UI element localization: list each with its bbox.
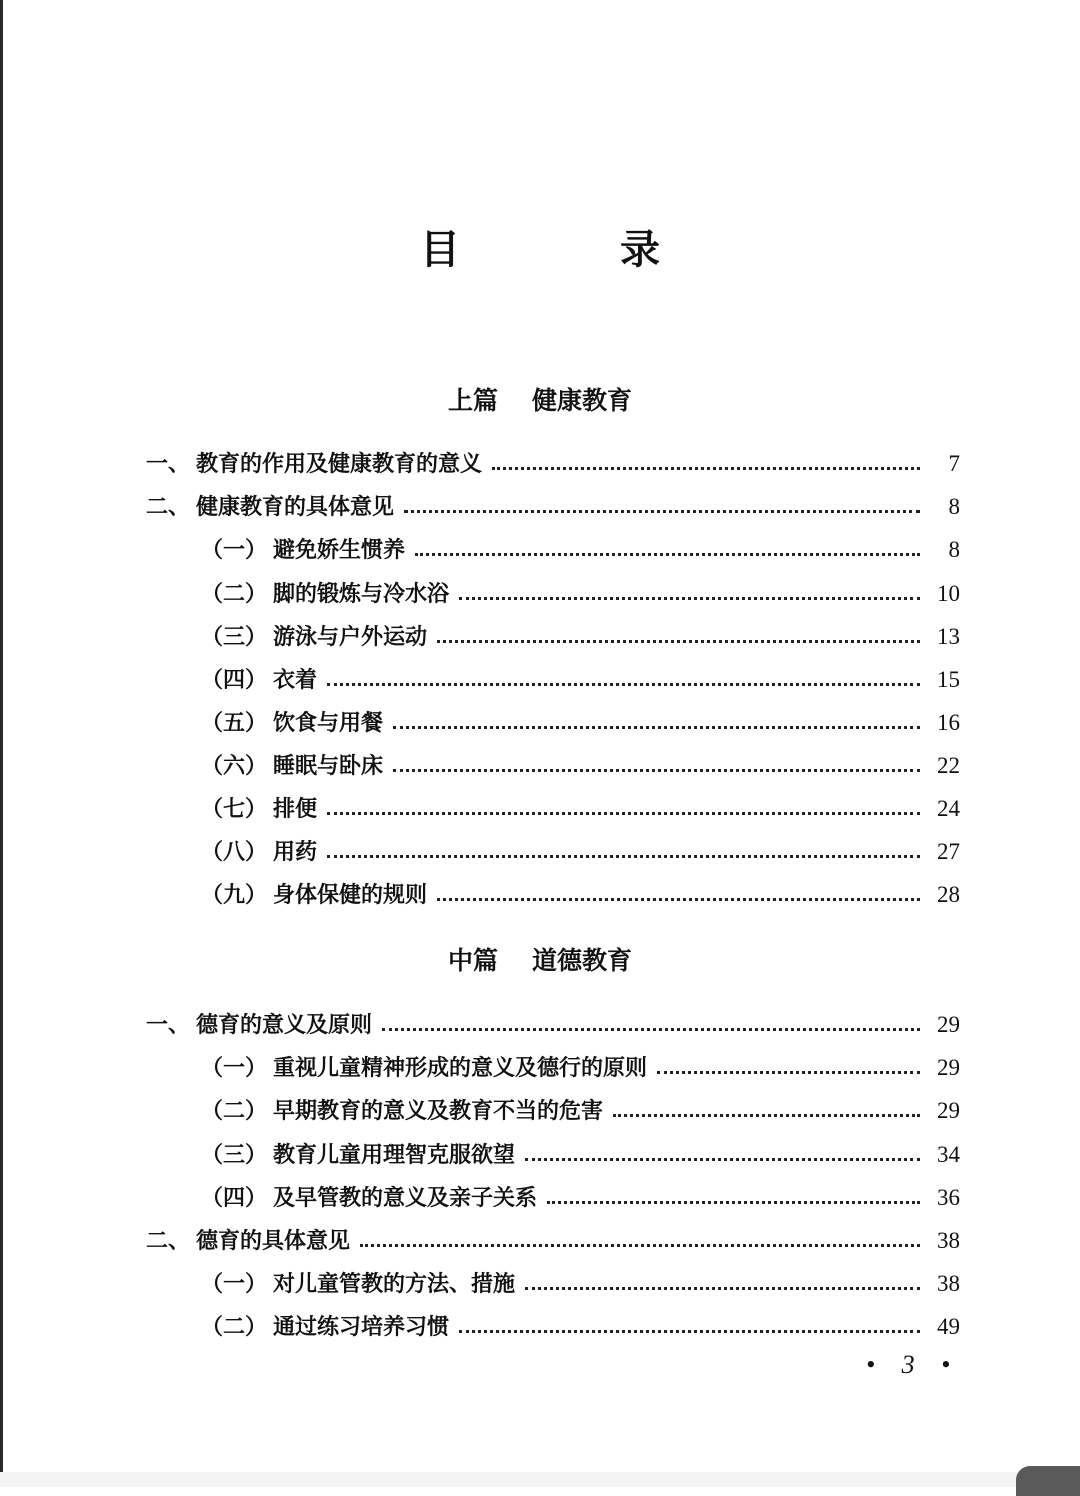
- dot-leader: [404, 509, 920, 513]
- dot-leader: [393, 768, 920, 772]
- entry-number: （三）: [201, 624, 268, 650]
- toc-entry[interactable]: [146, 1008, 960, 1040]
- dot-leader: [360, 1243, 920, 1247]
- entry-number: （四）: [201, 667, 268, 693]
- entry-title: 健康教育的具体意见: [196, 494, 395, 520]
- entry-title: 身体保健的规则: [273, 882, 428, 908]
- section-name: 健康教育: [532, 386, 633, 415]
- entry-page: 10: [937, 581, 960, 606]
- entry-number: （六）: [201, 753, 268, 779]
- entry-page: 22: [937, 753, 960, 778]
- entry-page: 13: [937, 624, 960, 649]
- entry-number: （八）: [201, 839, 268, 865]
- entry-page: 28: [937, 882, 960, 907]
- entry-title: 早期教育的意义及教育不当的危害: [273, 1098, 604, 1124]
- entry-title: 德育的具体意见: [196, 1228, 351, 1254]
- entry-title: 脚的锻炼与冷水浴: [273, 581, 450, 607]
- dot-leader: [657, 1070, 920, 1074]
- entry-number: （四）: [201, 1185, 268, 1211]
- section-name: 道德教育: [532, 946, 633, 975]
- entry-title: 及早管教的意义及亲子关系: [273, 1185, 538, 1211]
- entry-title: 德育的意义及原则: [196, 1012, 373, 1038]
- page-title: 目 录: [420, 227, 720, 273]
- entry-title: 对儿童管教的方法、措施: [273, 1271, 516, 1297]
- dot-leader: [327, 854, 920, 858]
- toc-entry[interactable]: [201, 1310, 960, 1342]
- dot-leader: [437, 897, 920, 901]
- toc-entry[interactable]: [201, 706, 960, 738]
- entry-number: 一、: [146, 451, 191, 477]
- entry-page: 29: [937, 1098, 960, 1123]
- entry-number: （一）: [201, 537, 268, 563]
- dot-leader: [525, 1286, 920, 1290]
- page-folio: • 3 •: [866, 1350, 961, 1379]
- entry-number: （七）: [201, 796, 268, 822]
- dot-leader: [613, 1113, 920, 1117]
- entry-title: 重视儿童精神形成的意义及德行的原则: [273, 1055, 648, 1081]
- entry-number: （一）: [201, 1055, 268, 1081]
- entry-title: 教育的作用及健康教育的意义: [196, 451, 483, 477]
- entry-number: （三）: [201, 1142, 268, 1168]
- section-label: 中篇: [447, 946, 498, 975]
- toc-entry[interactable]: [146, 1224, 960, 1256]
- section-label: 上篇: [447, 386, 498, 415]
- entry-title: 游泳与户外运动: [273, 624, 428, 650]
- entry-title: 睡眠与卧床: [273, 753, 384, 779]
- section-heading-middle: [0, 944, 1080, 978]
- toc-entry[interactable]: [146, 447, 960, 479]
- entry-page: 7: [948, 451, 960, 476]
- entry-page: 24: [937, 796, 960, 821]
- toc-entry[interactable]: [201, 878, 960, 910]
- entry-number: 一、: [146, 1012, 191, 1038]
- dot-leader: [415, 552, 920, 556]
- entry-number: （五）: [201, 710, 268, 736]
- entry-number: （一）: [201, 1271, 268, 1297]
- dot-leader: [547, 1200, 920, 1204]
- bottom-strip: [0, 1472, 1080, 1487]
- entry-number: （二）: [201, 1098, 268, 1124]
- entry-title: 避免娇生惯养: [273, 537, 406, 563]
- entry-title: 排便: [273, 796, 318, 822]
- entry-page: 16: [937, 710, 960, 735]
- dot-leader: [459, 1329, 920, 1333]
- dot-leader: [327, 811, 920, 815]
- toc-entry[interactable]: [201, 1138, 960, 1170]
- entry-page: 8: [948, 537, 960, 562]
- entry-number: （九）: [201, 882, 268, 908]
- entry-title: 衣着: [273, 667, 318, 693]
- page-counter-tab[interactable]: [1016, 1466, 1080, 1496]
- toc-entry[interactable]: [201, 1094, 960, 1126]
- entry-number: （二）: [201, 1314, 268, 1340]
- entry-page: 38: [937, 1271, 960, 1296]
- toc-entry[interactable]: [201, 663, 960, 695]
- dot-leader: [382, 1027, 920, 1031]
- toc-entry[interactable]: [201, 620, 960, 652]
- dot-leader: [525, 1157, 920, 1161]
- dot-leader: [459, 596, 920, 600]
- entry-number: 二、: [146, 494, 191, 520]
- toc-entry[interactable]: [201, 1181, 960, 1213]
- entry-page: 29: [937, 1055, 960, 1080]
- toc-entry[interactable]: [201, 533, 960, 565]
- dot-leader: [393, 725, 920, 729]
- entry-page: 8: [948, 494, 960, 519]
- entry-title: 用药: [273, 839, 318, 865]
- dot-leader: [437, 639, 920, 643]
- toc-entry[interactable]: [201, 792, 960, 824]
- entry-page: 49: [937, 1314, 960, 1339]
- dot-leader: [327, 682, 920, 686]
- toc-entry[interactable]: [146, 490, 960, 522]
- toc-entry[interactable]: [201, 835, 960, 867]
- dot-leader: [492, 466, 920, 470]
- entry-number: 二、: [146, 1228, 191, 1254]
- toc-entry[interactable]: [201, 577, 960, 609]
- toc-entry[interactable]: [201, 749, 960, 781]
- entry-title: 通过练习培养习惯: [273, 1314, 450, 1340]
- toc-entry[interactable]: [201, 1267, 960, 1299]
- toc-entry[interactable]: [201, 1051, 960, 1083]
- entry-title: 教育儿童用理智克服欲望: [273, 1142, 516, 1168]
- entry-number: （二）: [201, 581, 268, 607]
- entry-page: 27: [937, 839, 960, 864]
- entry-page: 38: [937, 1228, 960, 1253]
- entry-page: 29: [937, 1012, 960, 1037]
- entry-page: 34: [937, 1142, 960, 1167]
- entry-page: 36: [937, 1185, 960, 1210]
- entry-page: 15: [937, 667, 960, 692]
- entry-title: 饮食与用餐: [273, 710, 384, 736]
